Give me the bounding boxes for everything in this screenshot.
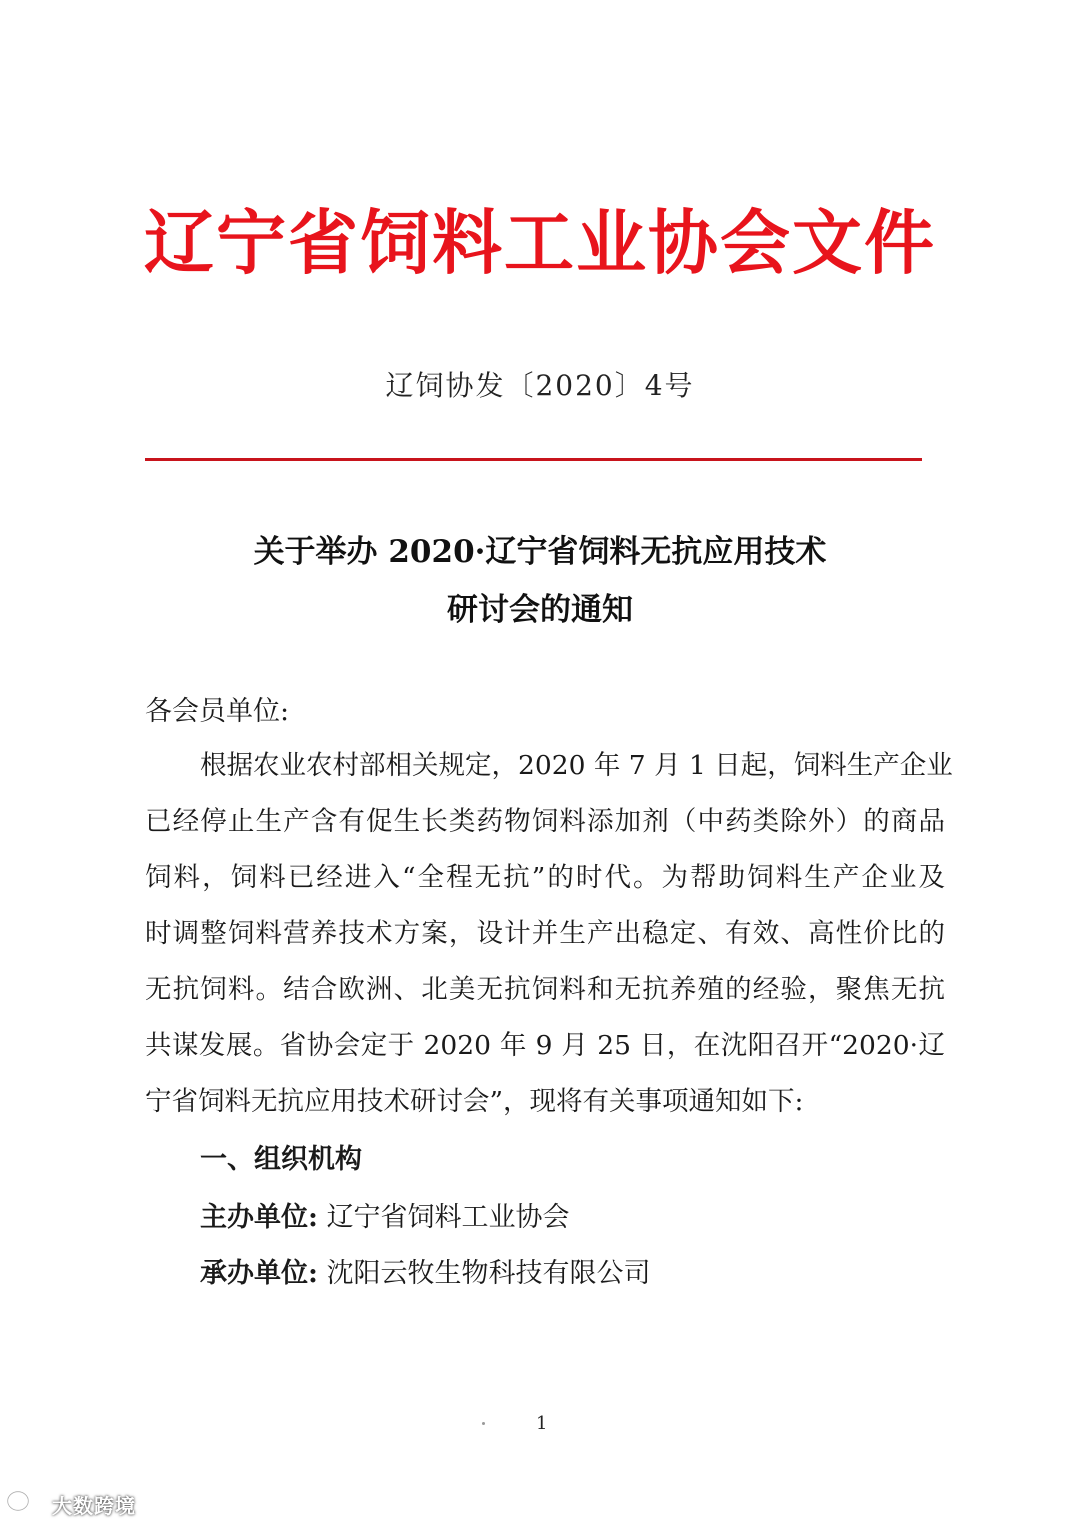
document-header-title: 辽宁省饲料工业协会文件 [144, 201, 936, 284]
host-unit-label: 主办单位: [200, 1202, 318, 1233]
paragraph-line: 宁省饲料无抗应用技术研讨会”，现将有关事项通知如下: [145, 1086, 804, 1117]
notice-title-line-2: 研讨会的通知 [447, 592, 633, 628]
paragraph-line: 已经停止生产含有促生长类药物饲料添加剂（中药类除外）的商品 [145, 806, 945, 837]
paragraph-line: 饲料，饲料已经进入“全程无抗”的时代。为帮助饲料生产企业及 [145, 862, 945, 893]
organizer-unit-value: 沈阳云牧生物科技有限公司 [326, 1258, 651, 1289]
document-number: 辽饲协发〔2020〕4号 [385, 369, 695, 402]
organizer-unit-label: 承办单位: [200, 1258, 318, 1289]
paragraph-line: 无抗饲料。结合欧洲、北美无抗饲料和无抗养殖的经验，聚焦无抗 [145, 974, 945, 1005]
watermark-text: 大数跨境 [52, 1493, 136, 1518]
notice-title-line-1: 关于举办 2020·辽宁省饲料无抗应用技术 [253, 534, 827, 570]
salutation: 各会员单位: [145, 696, 290, 727]
paragraph-line: 共谋发展。省协会定于 2020 年 9 月 25 日，在沈阳召开“2020·辽 [145, 1030, 945, 1061]
paragraph-line: 根据农业农村部相关规定，2020 年 7 月 1 日起，饲料生产企业 [200, 750, 953, 781]
red-divider-rule [145, 458, 922, 461]
watermark [6, 1488, 136, 1520]
host-unit-value: 辽宁省饲料工业协会 [326, 1202, 570, 1233]
paragraph-line: 时调整饲料营养技术方案，设计并生产出稳定、有效、高性价比的 [145, 918, 945, 949]
page-number: 1 [536, 1413, 548, 1434]
chat-bubble-logo-icon [6, 1489, 48, 1520]
organizer-unit-line [200, 1252, 651, 1296]
host-unit-line [200, 1196, 570, 1240]
scan-dot [482, 1422, 485, 1425]
section-heading-organization: 一、组织机构 [200, 1144, 362, 1175]
